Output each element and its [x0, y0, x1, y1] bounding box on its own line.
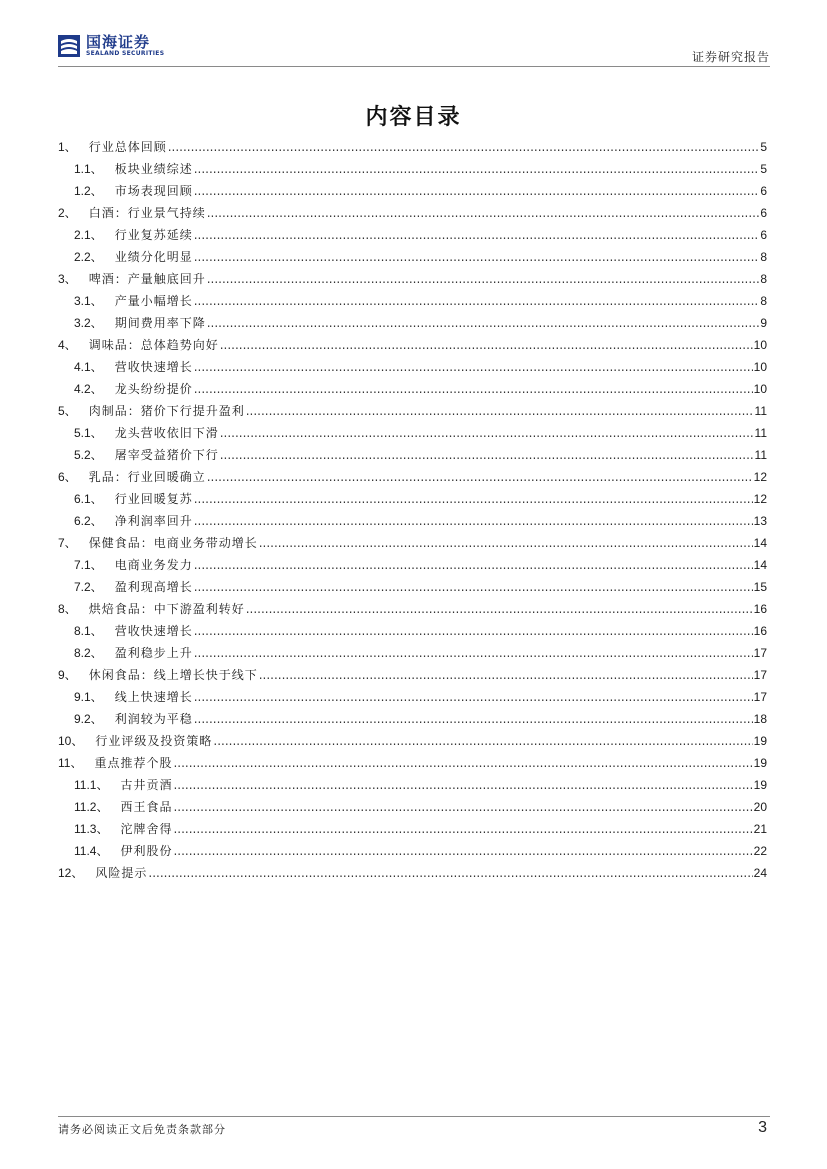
toc-entry-number: 5、 — [58, 404, 77, 418]
toc-entry[interactable] — [58, 708, 767, 730]
toc-dot-leader — [194, 180, 760, 202]
sealand-logo-icon — [58, 35, 80, 57]
toc-entry[interactable] — [58, 796, 767, 818]
toc-entry[interactable] — [58, 576, 767, 598]
toc-entry-page: 11 — [754, 426, 767, 440]
toc-entry-page: 13 — [753, 514, 767, 528]
toc-entry-title: 营收快速增长 — [114, 360, 193, 374]
toc-entry-title: 伊利股份 — [120, 844, 173, 858]
toc-entry[interactable] — [58, 312, 767, 334]
toc-entry[interactable] — [58, 422, 767, 444]
toc-dot-leader — [207, 202, 760, 224]
toc-entry-number: 11.3、 — [74, 822, 109, 836]
toc-dot-leader — [194, 576, 753, 598]
logo-chinese-name: 国海证券 — [86, 33, 151, 51]
toc-entry-page: 15 — [753, 580, 767, 594]
toc-entry-number: 11.1、 — [74, 778, 109, 792]
toc-entry[interactable] — [58, 444, 767, 466]
toc-entry-page: 10 — [753, 338, 767, 352]
toc-entry-title: 休闲食品：线上增长快于线下 — [88, 668, 258, 682]
toc-dot-leader — [194, 378, 753, 400]
toc-dot-leader — [207, 268, 760, 290]
toc-entry-number: 11.4、 — [74, 844, 109, 858]
toc-entry-page: 16 — [753, 624, 767, 638]
toc-entry-number: 2.1、 — [74, 228, 103, 242]
toc-entry[interactable] — [58, 686, 767, 708]
toc-entry-title: 电商业务发力 — [114, 558, 193, 572]
toc-entry-title: 盈利稳步上升 — [114, 646, 193, 660]
page-header — [58, 34, 770, 66]
toc-dot-leader — [168, 136, 760, 158]
footer-divider — [58, 1116, 770, 1117]
toc-entry[interactable] — [58, 488, 767, 510]
toc-entry-title: 行业总体回顾 — [88, 140, 167, 154]
toc-entry-page: 19 — [753, 756, 767, 770]
toc-entry-page: 17 — [753, 690, 767, 704]
toc-entry-page: 5 — [760, 162, 767, 176]
toc-entry-title: 龙头营收依旧下滑 — [114, 426, 219, 440]
toc-entry-title: 肉制品：猪价下行提升盈利 — [88, 404, 245, 418]
toc-entry-title: 啤酒：产量触底回升 — [88, 272, 206, 286]
toc-entry[interactable] — [58, 356, 767, 378]
toc-dot-leader — [148, 862, 752, 884]
toc-entry-number: 5.1、 — [74, 426, 103, 440]
toc-entry-number: 6.1、 — [74, 492, 103, 506]
toc-entry-title: 行业回暖复苏 — [114, 492, 193, 506]
toc-dot-leader — [194, 510, 753, 532]
toc-entry[interactable] — [58, 378, 767, 400]
toc-entry[interactable] — [58, 246, 767, 268]
toc-dot-leader — [194, 708, 753, 730]
toc-dot-leader — [194, 356, 753, 378]
toc-entry-number: 8.2、 — [74, 646, 103, 660]
toc-entry-title: 龙头纷纷提价 — [114, 382, 193, 396]
toc-entry[interactable] — [58, 818, 767, 840]
toc-dot-leader — [213, 730, 752, 752]
toc-entry[interactable] — [58, 510, 767, 532]
toc-entry[interactable] — [58, 136, 767, 158]
toc-entry-page: 24 — [753, 866, 767, 880]
toc-dot-leader — [173, 752, 752, 774]
footer-disclaimer: 请务必阅读正文后免责条款部分 — [58, 1123, 226, 1136]
toc-entry-page: 21 — [753, 822, 767, 836]
toc-dot-leader — [194, 224, 760, 246]
header-divider — [58, 66, 770, 67]
toc-entry[interactable] — [58, 334, 767, 356]
toc-entry[interactable] — [58, 554, 767, 576]
toc-entry[interactable] — [58, 202, 767, 224]
toc-dot-leader — [259, 664, 753, 686]
toc-entry-title: 古井贡酒 — [120, 778, 173, 792]
toc-entry-page: 14 — [753, 536, 767, 550]
toc-entry-title: 屠宰受益猪价下行 — [114, 448, 219, 462]
toc-entry[interactable] — [58, 532, 767, 554]
toc-entry[interactable] — [58, 664, 767, 686]
toc-entry-page: 18 — [753, 712, 767, 726]
toc-entry-number: 1、 — [58, 140, 77, 154]
toc-entry-number: 4.1、 — [74, 360, 103, 374]
toc-entry-page: 12 — [753, 470, 767, 484]
toc-entry-page: 5 — [760, 140, 767, 154]
toc-entry-number: 1.2、 — [74, 184, 103, 198]
toc-dot-leader — [194, 554, 753, 576]
toc-dot-leader — [246, 598, 753, 620]
toc-dot-leader — [173, 796, 752, 818]
toc-dot-leader — [194, 290, 760, 312]
toc-entry[interactable] — [58, 158, 767, 180]
toc-entry-page: 6 — [760, 228, 767, 242]
toc-entry-page: 22 — [753, 844, 767, 858]
toc-entry-page: 17 — [753, 668, 767, 682]
toc-entry-number: 3.2、 — [74, 316, 103, 330]
toc-entry-page: 16 — [753, 602, 767, 616]
toc-entry[interactable] — [58, 224, 767, 246]
toc-entry-number: 3、 — [58, 272, 77, 286]
toc-entry-number: 9.1、 — [74, 690, 103, 704]
company-logo — [58, 34, 164, 58]
toc-entry-page: 11 — [754, 404, 767, 418]
toc-dot-leader — [194, 642, 753, 664]
toc-entry-page: 8 — [760, 272, 767, 286]
toc-entry-number: 9、 — [58, 668, 77, 682]
toc-entry-number: 3.1、 — [74, 294, 103, 308]
toc-entry-title: 乳品：行业回暖确立 — [88, 470, 206, 484]
toc-entry-number: 2、 — [58, 206, 77, 220]
toc-entry-page: 14 — [753, 558, 767, 572]
toc-entry-page: 8 — [760, 250, 767, 264]
toc-entry-title: 利润较为平稳 — [114, 712, 193, 726]
toc-dot-leader — [173, 840, 752, 862]
toc-entry-title: 行业评级及投资策略 — [95, 734, 213, 748]
toc-entry[interactable] — [58, 840, 767, 862]
toc-dot-leader — [207, 312, 760, 334]
toc-entry-number: 7.1、 — [74, 558, 103, 572]
toc-entry-page: 10 — [753, 382, 767, 396]
toc-entry-page: 17 — [753, 646, 767, 660]
toc-entry-number: 7、 — [58, 536, 77, 550]
toc-entry-title: 盈利现高增长 — [114, 580, 193, 594]
toc-entry[interactable] — [58, 620, 767, 642]
toc-entry-title: 烘焙食品：中下游盈利转好 — [88, 602, 245, 616]
toc-entry-title: 营收快速增长 — [114, 624, 193, 638]
toc-entry-title: 净利润率回升 — [114, 514, 193, 528]
toc-entry-title: 市场表现回顾 — [114, 184, 193, 198]
toc-dot-leader — [220, 422, 754, 444]
toc-entry-page: 19 — [753, 778, 767, 792]
toc-entry-number: 5.2、 — [74, 448, 103, 462]
toc-dot-leader — [173, 818, 752, 840]
toc-entry-page: 10 — [753, 360, 767, 374]
toc-dot-leader — [194, 620, 753, 642]
toc-entry[interactable] — [58, 598, 767, 620]
table-of-contents — [58, 136, 767, 884]
toc-entry-page: 11 — [754, 448, 767, 462]
toc-entry-number: 11.2、 — [74, 800, 109, 814]
toc-entry[interactable] — [58, 268, 767, 290]
toc-entry-number: 8、 — [58, 602, 77, 616]
toc-entry-number: 2.2、 — [74, 250, 103, 264]
toc-entry-title: 风险提示 — [95, 866, 148, 880]
toc-entry-page: 12 — [753, 492, 767, 506]
logo-english-name: SEALAND SECURITIES — [86, 50, 165, 57]
toc-entry[interactable] — [58, 290, 767, 312]
toc-dot-leader — [194, 488, 753, 510]
toc-entry-title: 线上快速增长 — [114, 690, 193, 704]
toc-entry-number: 10、 — [58, 734, 84, 748]
toc-entry[interactable] — [58, 642, 767, 664]
toc-entry-title: 产量小幅增长 — [114, 294, 193, 308]
report-type-label: 证券研究报告 — [691, 50, 770, 64]
toc-entry-title: 白酒：行业景气持续 — [88, 206, 206, 220]
toc-entry-page: 19 — [753, 734, 767, 748]
toc-entry-title: 沱牌舍得 — [120, 822, 173, 836]
toc-entry[interactable] — [58, 730, 767, 752]
toc-entry-page: 8 — [760, 294, 767, 308]
toc-entry-page: 20 — [753, 800, 767, 814]
toc-entry-number: 7.2、 — [74, 580, 103, 594]
toc-entry[interactable] — [58, 774, 767, 796]
toc-dot-leader — [194, 246, 760, 268]
toc-entry-title: 西王食品 — [120, 800, 173, 814]
toc-entry-page: 9 — [760, 316, 767, 330]
toc-entry-page: 6 — [760, 184, 767, 198]
toc-entry[interactable] — [58, 466, 767, 488]
toc-dot-leader — [173, 774, 752, 796]
toc-entry-number: 9.2、 — [74, 712, 103, 726]
toc-entry-title: 期间费用率下降 — [114, 316, 206, 330]
toc-dot-leader — [194, 686, 753, 708]
toc-dot-leader — [246, 400, 754, 422]
toc-dot-leader — [207, 466, 753, 488]
page-number: 3 — [758, 1119, 767, 1136]
toc-entry-number: 8.1、 — [74, 624, 103, 638]
toc-entry-title: 调味品：总体趋势向好 — [88, 338, 219, 352]
toc-dot-leader — [220, 444, 754, 466]
toc-entry[interactable] — [58, 752, 767, 774]
toc-entry-number: 12、 — [58, 866, 84, 880]
toc-entry-title: 板块业绩综述 — [114, 162, 193, 176]
toc-dot-leader — [259, 532, 753, 554]
toc-entry[interactable] — [58, 862, 767, 884]
toc-dot-leader — [220, 334, 753, 356]
toc-entry-number: 11、 — [58, 756, 83, 770]
toc-entry-number: 4、 — [58, 338, 77, 352]
toc-dot-leader — [194, 158, 760, 180]
toc-entry-number: 4.2、 — [74, 382, 103, 396]
toc-title: 内容目录 — [365, 105, 462, 130]
toc-entry-number: 6、 — [58, 470, 77, 484]
toc-entry-number: 1.1、 — [74, 162, 103, 176]
toc-entry-title: 重点推荐个股 — [94, 756, 173, 770]
toc-entry[interactable] — [58, 180, 767, 202]
toc-entry-title: 业绩分化明显 — [114, 250, 193, 264]
toc-entry[interactable] — [58, 400, 767, 422]
toc-entry-title: 行业复苏延续 — [114, 228, 193, 242]
toc-entry-page: 6 — [760, 206, 767, 220]
toc-entry-title: 保健食品：电商业务带动增长 — [88, 536, 258, 550]
toc-entry-number: 6.2、 — [74, 514, 103, 528]
